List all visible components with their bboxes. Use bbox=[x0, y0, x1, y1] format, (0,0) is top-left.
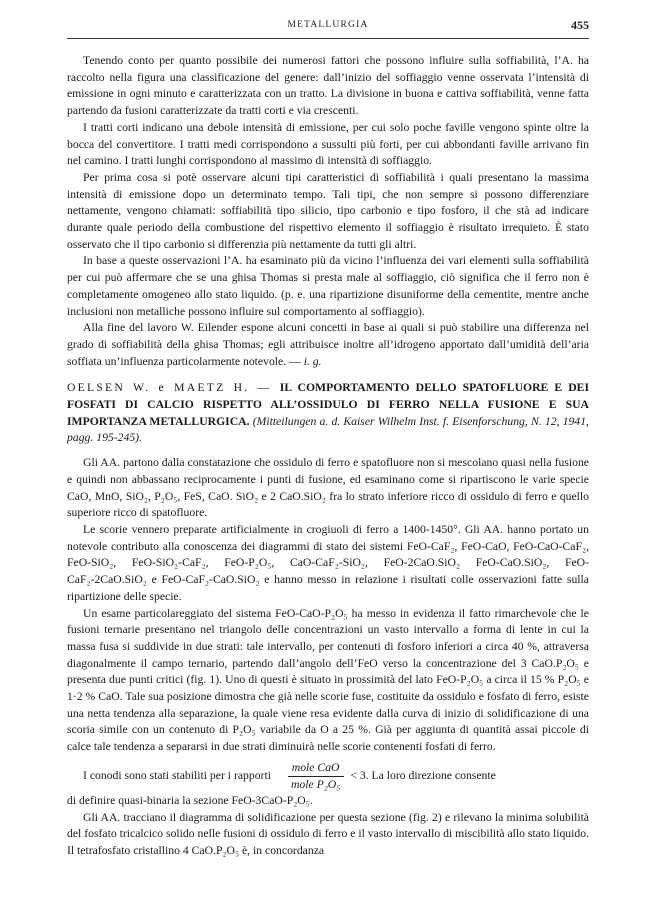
page-number: 455 bbox=[571, 18, 589, 32]
ratio-trail-text: < 3. La loro direzione consente bbox=[350, 769, 496, 783]
reviewer-signature: i. g. bbox=[303, 354, 322, 368]
paragraph: Tenendo conto per quanto possibile dei numerosi fattori che possono influire sulla soffiabilità, l’A. ha raccolto nella figura una classificazione del genere: dall’inizio del soffiaggio venne osservata l’intensità di emissione in ogni minuto e caratterizzata con un tratto. La divisione in buona e cattiva soffiabilità, venne fatta partendo da fusioni caratterizzate da tratti corti e via crescenti. bbox=[67, 54, 589, 118]
paragraph-text: Alla fine del lavoro W. Eilender espone alcuni concetti in base ai quali si può stabilire una differenza nel grado di soffiabilità della ghisa Thomas; egli attribuisce inoltre all’idrogeno apportato dall’umidità dell’aria soffiata un’influenza particolarmente notevole. — bbox=[67, 321, 589, 368]
paragraph-continuation: di definire quasi-binaria la sezione FeO-3CaO-P₂O₅. bbox=[67, 793, 313, 807]
ratio-lead-text: I conodi sono stati stabiliti per i rapporti bbox=[83, 769, 271, 783]
article-title: IL COMPORTAMENTO DELLO SPATOFLUORE E DEI FOSFATI DI CALCIO RISPETTO ALL’OSSIDULO DI FERRO NELLA FUSIONE E SUA IMPORTANZA METALLURGICA. bbox=[67, 381, 590, 428]
page-body bbox=[67, 53, 589, 860]
article-heading bbox=[67, 380, 589, 447]
journal-page bbox=[67, 18, 589, 860]
paragraph: Un esame particolareggiato del sistema FeO-CaO-P₂O₅ ha messo in evidenza il fatto rimarchevole che le fusioni ternarie presentano nel triangolo delle concentrazioni un vasto intervallo a forma di lente in cui la massa fusa si suddivide in due strati: tale intervallo, per contenuti di fosforo inferiori a circa 40 %, attraversa diagonalmente il campo ternario, partendo dall’angolo dell’FeO verso la concentrazione del 3 CaO.P₂O₅ e presenta due punti critici (fig. 1). Uno di questi è situato in prossimità del lato FeO-P₂O₅ a circa il 15 % P₂O₅ e 1·2 % CaO. Tale sua posizione dimostra che già nelle scorie fuse, costituite da ossidulo e fosfato di ferro, esiste una netta tendenza alla separazione, la quale viene resa evidente dalla curva di inizio di solidificazione di una scoria simile con un contenuto di P₂O₅ variabile da O a 25 %. Già per aggiunta di quantità assai piccole di calce tale tendenza a separarsi in due strati diminuirà nelle scorie contenenti fosfati di ferro. bbox=[67, 606, 589, 754]
page-header bbox=[67, 18, 589, 39]
paragraph: In base a queste osservazioni l’A. ha esaminato più da vicino l’influenza dei vari elementi sulla soffiabilità per cui può affermare che se una ghisa Thomas si presta male al soffiaggio, ciò significa che il ferro non è completamente omogeneo allo stato liquido. (p. e. una ripartizione disuniforme della cementite, mentre anche inclusioni non metalliche possono influire sul comportamento al soffiaggio). bbox=[67, 254, 589, 318]
paragraph-with-signature bbox=[67, 320, 589, 370]
paragraph: I tratti corti indicano una debole intensità di emissione, per cui solo poche faville vengono spinte oltre la bocca del convertitore. I tratti medi corrispondono a sussulti più forti, per cui abbondanti faville arrivano fin nel camino. I tratti lunghi corrispondono al massimo di intensità di soffiaggio. bbox=[67, 120, 589, 168]
paragraph: Gli AA. partono dalla constatazione che ossidulo di ferro e spatofluore non si mescolano quasi nella fusione e quindi non abbassano reciprocamente i punti di fusione, ed esaminano come si ripartiscono le varie specie CaO, MnO, SiO₂, P₂O₅, FeS, CaO. SiO₂ e 2 CaO.SiO₂ fra lo strato inferiore ricco di ossidulo di ferro e quello superiore ricco di spatofluore. bbox=[67, 456, 589, 520]
running-head: METALLURGIA bbox=[287, 20, 369, 30]
paragraph: Gli AA. tracciano il diagramma di solidificazione per questa sezione (fig. 2) e rilevano la minima solubilità del fosfato tricalcico solido nelle fusioni di ossidulo di ferro e il vasto intervallo di miscibilità allo stato liquido. Il tetrafosfato cristallino 4 CaO.P₂O₅ è, in concordanza bbox=[67, 810, 589, 857]
fraction-denominator: mole P₂O₅ bbox=[290, 777, 341, 791]
paragraph: Per prima cosa si potè osservare alcuni tipi caratteristici di soffiabilità i quali presentano la massima intensità di emissione dopo un determinato tempo. Tali tipi, che non sempre si possono differenziare nettamente, vengono chiamati: soffiabilità tipo silicio, tipo carbonio e tipo fosforo, il che stà ad indicare durante quale periodo della combustione del rispettivo elemento il soffiaggio è risultato irrequieto. È stato osservato che il tipo carbonio si differenzia più nettamente da tutti gli altri. bbox=[67, 170, 589, 251]
article-citation: (Mitteilungen a. d. Kaiser Wilhelm Inst. f. Eisenforschung, N. 12, 1941, pagg. 195-245). bbox=[67, 414, 589, 445]
ratio-sentence bbox=[67, 760, 589, 793]
fraction-numerator: mole CaO bbox=[288, 760, 344, 777]
paragraph: Le scorie vennero preparate artificialmente in crogiuoli di ferro a 1400-1450°. Gli AA. hanno portato un notevole contributo alla conoscenza dei diagrammi di stato dei sistemi FeO-CaF₂, FeO-CaO, FeO-CaO-CaF₂, FeO-SiO₂, FeO-SiO₂-CaF₂, FeO-P₂O₅, CaO-CaF₂-SiO₂, FeO-2CaO.SiO₂ FeO-CaO.SiO₂, FeO-CaF₂-2CaO.SiO₂ e FeO-CaF₂-CaO.SiO₂ e hanno messo in relazione i risultati colle osservazioni fatte sulla ripartizione delle specie. bbox=[67, 522, 589, 603]
mole-ratio-fraction bbox=[287, 760, 344, 793]
article-authors: OELSEN W. e MAETZ H. — bbox=[67, 381, 280, 395]
